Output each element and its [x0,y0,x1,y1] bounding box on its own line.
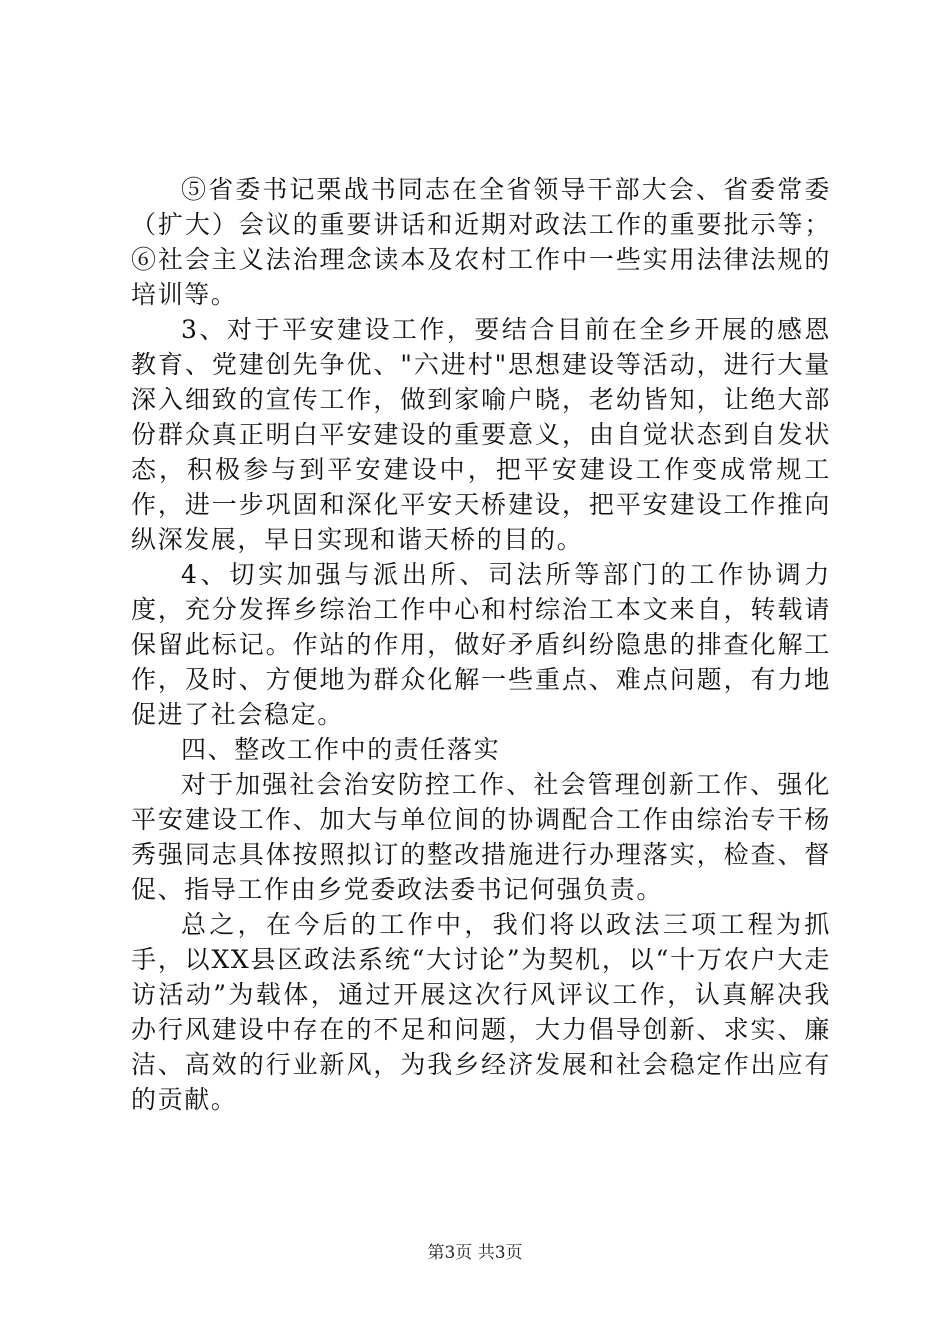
paragraph-conclusion: 总之，在今后的工作中，我们将以政法三项工程为抓手，以XX县区政法系统“大讨论”为契机，以“十万农户大走访活动”为载体，通过开展这次行风评议工作，认真解决我办行风建设中存在的不足和问题，大力倡导创新、求实、廉洁、高效的行业新风，为我乡经济发展和社会稳定作出应有的贡献。 [131,910,831,1114]
paragraph-coordination: 4、切实加强与派出所、司法所等部门的工作协调力度，充分发挥乡综治工作中心和村综治工本文来自，转载请保留此标记。作站的作用，做好矛盾纠纷隐患的排查化解工作，及时、方便地为群众化解一些重点、难点问题，有力地促进了社会稳定。 [131,560,831,729]
section-heading-responsibility: 四、整改工作中的责任落实 [181,735,501,764]
page-footer: 第3页 共3页 [427,1243,523,1263]
paragraph-responsibility: 对于加强社会治安防控工作、社会管理创新工作、强化平安建设工作、加大与单位间的协调配合工作由综治专干杨秀强同志具体按照拟订的整改措施进行办理落实，检查、督促、指导工作由乡党委政法委书记何强负责。 [131,770,831,904]
paragraph-safety-construction: 3、对于平安建设工作，要结合目前在全乡开展的感恩教育、党建创先争优、"六进村"思想建设等活动，进行大量深入细致的宣传工作，做到家喻户晓，老幼皆知，让绝大部份群众真正明白平安建设的重要意义，由自觉状态到自发状态，积极参与到平安建设中，把平安建设工作变成常规工作，进一步巩固和深化平安天桥建设，把平安建设工作推向纵深发展，早日实现和谐天桥的目的。 [131,315,831,554]
document-body [131,172,831,1117]
paragraph-study-content: ⑤省委书记栗战书同志在全省领导干部大会、省委常委（扩大）会议的重要讲话和近期对政法工作的重要批示等；⑥社会主义法治理念读本及农村工作中一些实用法律法规的培训等。 [131,175,831,309]
